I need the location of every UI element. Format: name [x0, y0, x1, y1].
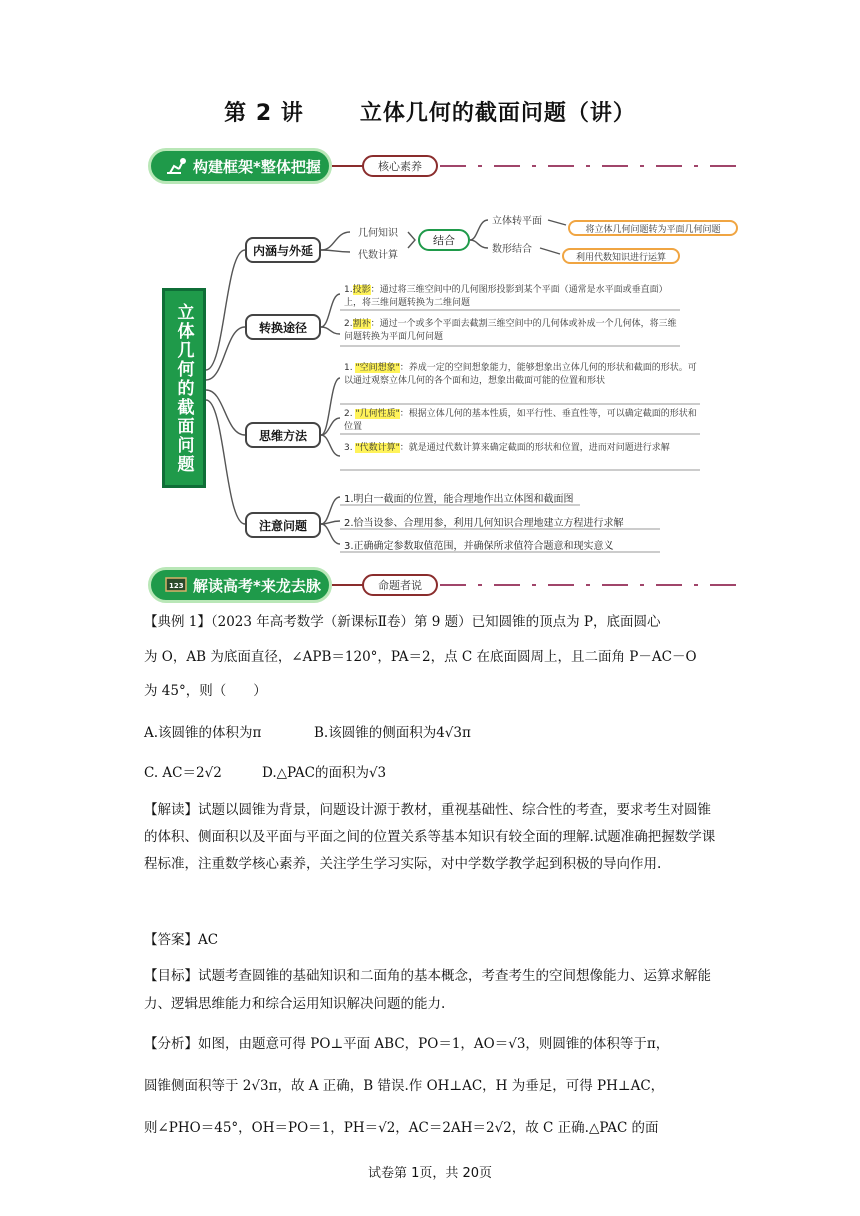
option-d: D.△PAC的面积为√3	[262, 765, 387, 781]
section-banner-exam	[148, 567, 332, 603]
node-label: 内涵与外延	[252, 243, 313, 258]
leaf-geometry: 几何知识	[358, 228, 398, 239]
example-line-1: 【典例 1】（2023 年高考数学（新课标Ⅱ卷）第 9 题）已知圆锥的顶点为 P，底面圆心	[144, 614, 661, 630]
attention-item-2: 2.恰当设参、合理用参，利用几何知识合理地建立方程进行求解	[344, 518, 624, 529]
conversion-cut-fill	[344, 318, 680, 344]
node-thinking	[245, 422, 321, 448]
item-number: 3.	[344, 443, 356, 453]
tag-label: 命题者说	[378, 579, 422, 592]
example-line-2: 为 O，AB 为底面直径，∠APB＝120°，PA＝2，点 C 在底面圆周上，且二面角 P－AC－O	[144, 649, 697, 665]
node-label: 转换途径	[258, 320, 307, 335]
keyword-highlight: "几何性质"	[355, 409, 400, 419]
item-text: ：通过将三维空间中的几何图形投影到某个平面（通常是水平面或垂直面）上，将三维问题转换为二维问题	[344, 285, 668, 308]
thinking-algebra	[344, 442, 700, 455]
item-number: 1.	[344, 363, 356, 373]
keyword-highlight: 割补	[352, 319, 371, 329]
section-tag	[362, 574, 438, 596]
goal-paragraph: 【目标】试题考查圆锥的基础知识和二面角的基本概念，考查考生的空间想像能力、运算求解能力、逻辑思维能力和综合运用知识解决问题的能力.	[144, 968, 711, 1012]
node-label: 结合	[433, 234, 455, 247]
item-number: 2.	[344, 319, 353, 329]
answer-line: 【答案】AC	[144, 932, 219, 948]
node-connotation	[245, 237, 321, 263]
pill-plane-geometry	[568, 220, 738, 236]
item-number: 2.	[344, 409, 356, 419]
item-text: ：通过一个或多个平面去截割三维空间中的几何体或补成一个几何体，将三维问题转换为平面几何问题	[344, 319, 677, 342]
pill-text: 将立体几何问题转为平面几何问题	[585, 224, 721, 235]
keyword-highlight: "空间想象"	[355, 363, 400, 373]
lecture-title: 立体几何的截面问题（讲）	[359, 101, 636, 126]
item-number: 1.	[344, 285, 353, 295]
option-b: B.该圆锥的侧面积为4√3π	[314, 725, 471, 741]
attention-item-1: 1.明白一截面的位置，能合理地作出立体图和截面图	[344, 494, 574, 505]
analysis-line-3: 则∠PHO＝45°，OH＝PO＝1，PH＝√2，AC＝2AH＝2√2，故 C 正确.△PAC 的面	[144, 1120, 659, 1136]
dashed-divider	[440, 583, 740, 587]
conversion-projection	[344, 284, 680, 310]
item-text: ：就是通过代数计算来确定截面的形状和位置，进而对问题进行求解	[399, 443, 670, 453]
svg-text:123: 123	[169, 582, 184, 590]
banner-label: 构建框架*整体把握	[193, 157, 321, 176]
option-c: C. AC＝2√2	[144, 765, 222, 781]
pill-algebra	[562, 248, 680, 264]
leaf-algebra: 代数计算	[358, 250, 398, 261]
node-label: 思维方法	[258, 428, 307, 443]
banner-connector	[332, 584, 364, 586]
analysis-line-1: 【分析】如图，由题意可得 PO⊥平面 ABC，PO＝1，AO＝√3，则圆锥的体积等于π，	[144, 1036, 670, 1052]
node-attention	[245, 512, 321, 538]
item-text: ：养成一定的空间想象能力，能够想象出立体几何的形状和截面的形状。可以通过观察立体几何的各个面和边，想象出截面可能的位置和形状	[344, 363, 697, 386]
interpretation-paragraph: 【解读】试题以圆锥为背景，问题设计源于教材，重视基础性、综合性的考查，要求考生对圆锥的体积、侧面积以及平面与平面之间的位置关系等基本知识有较全面的理解.试题准确把握数学课程标准，注重数学核心素养，关注学生学习实际，对中学数学教学起到积极的导向作用.	[144, 802, 716, 872]
leaf-solid-to-plane: 立体转平面	[492, 216, 542, 227]
attention-item-3: 3.正确确定参数取值范围，并确保所求值符合题意和现实意义	[344, 541, 614, 552]
lecture-number: 第 2 讲	[224, 101, 304, 126]
root-label: 立体几何的截面问题	[173, 302, 194, 474]
keyword-highlight: 投影	[352, 285, 371, 295]
node-label: 注意问题	[258, 518, 307, 533]
item-text: ：根据立体几何的基本性质，如平行性、垂直性等，可以确定截面的形状和位置	[344, 409, 697, 432]
thinking-geometry	[344, 408, 700, 434]
mind-map-root	[162, 288, 206, 488]
page-footer: 试卷第 1页，共 20页	[367, 1166, 493, 1181]
node-conversion	[245, 314, 321, 340]
blackboard-icon	[165, 576, 187, 594]
example-line-3: 为 45°，则（ ）	[144, 683, 267, 699]
leaf-number-shape: 数形结合	[492, 244, 532, 255]
analysis-line-2: 圆锥侧面积等于 2√3π，故 A 正确，B 错误.作 OH⊥AC，H 为垂足，可得 PH⊥AC，	[144, 1078, 665, 1094]
keyword-highlight: "代数计算"	[355, 443, 400, 453]
tag-label: 核心素养	[378, 160, 422, 173]
pill-text: 利用代数知识进行运算	[575, 252, 666, 263]
option-a: A.该圆锥的体积为π	[144, 725, 262, 741]
banner-label: 解读高考*来龙去脉	[193, 576, 321, 595]
thinking-spatial	[344, 362, 700, 388]
node-combine	[418, 229, 470, 251]
